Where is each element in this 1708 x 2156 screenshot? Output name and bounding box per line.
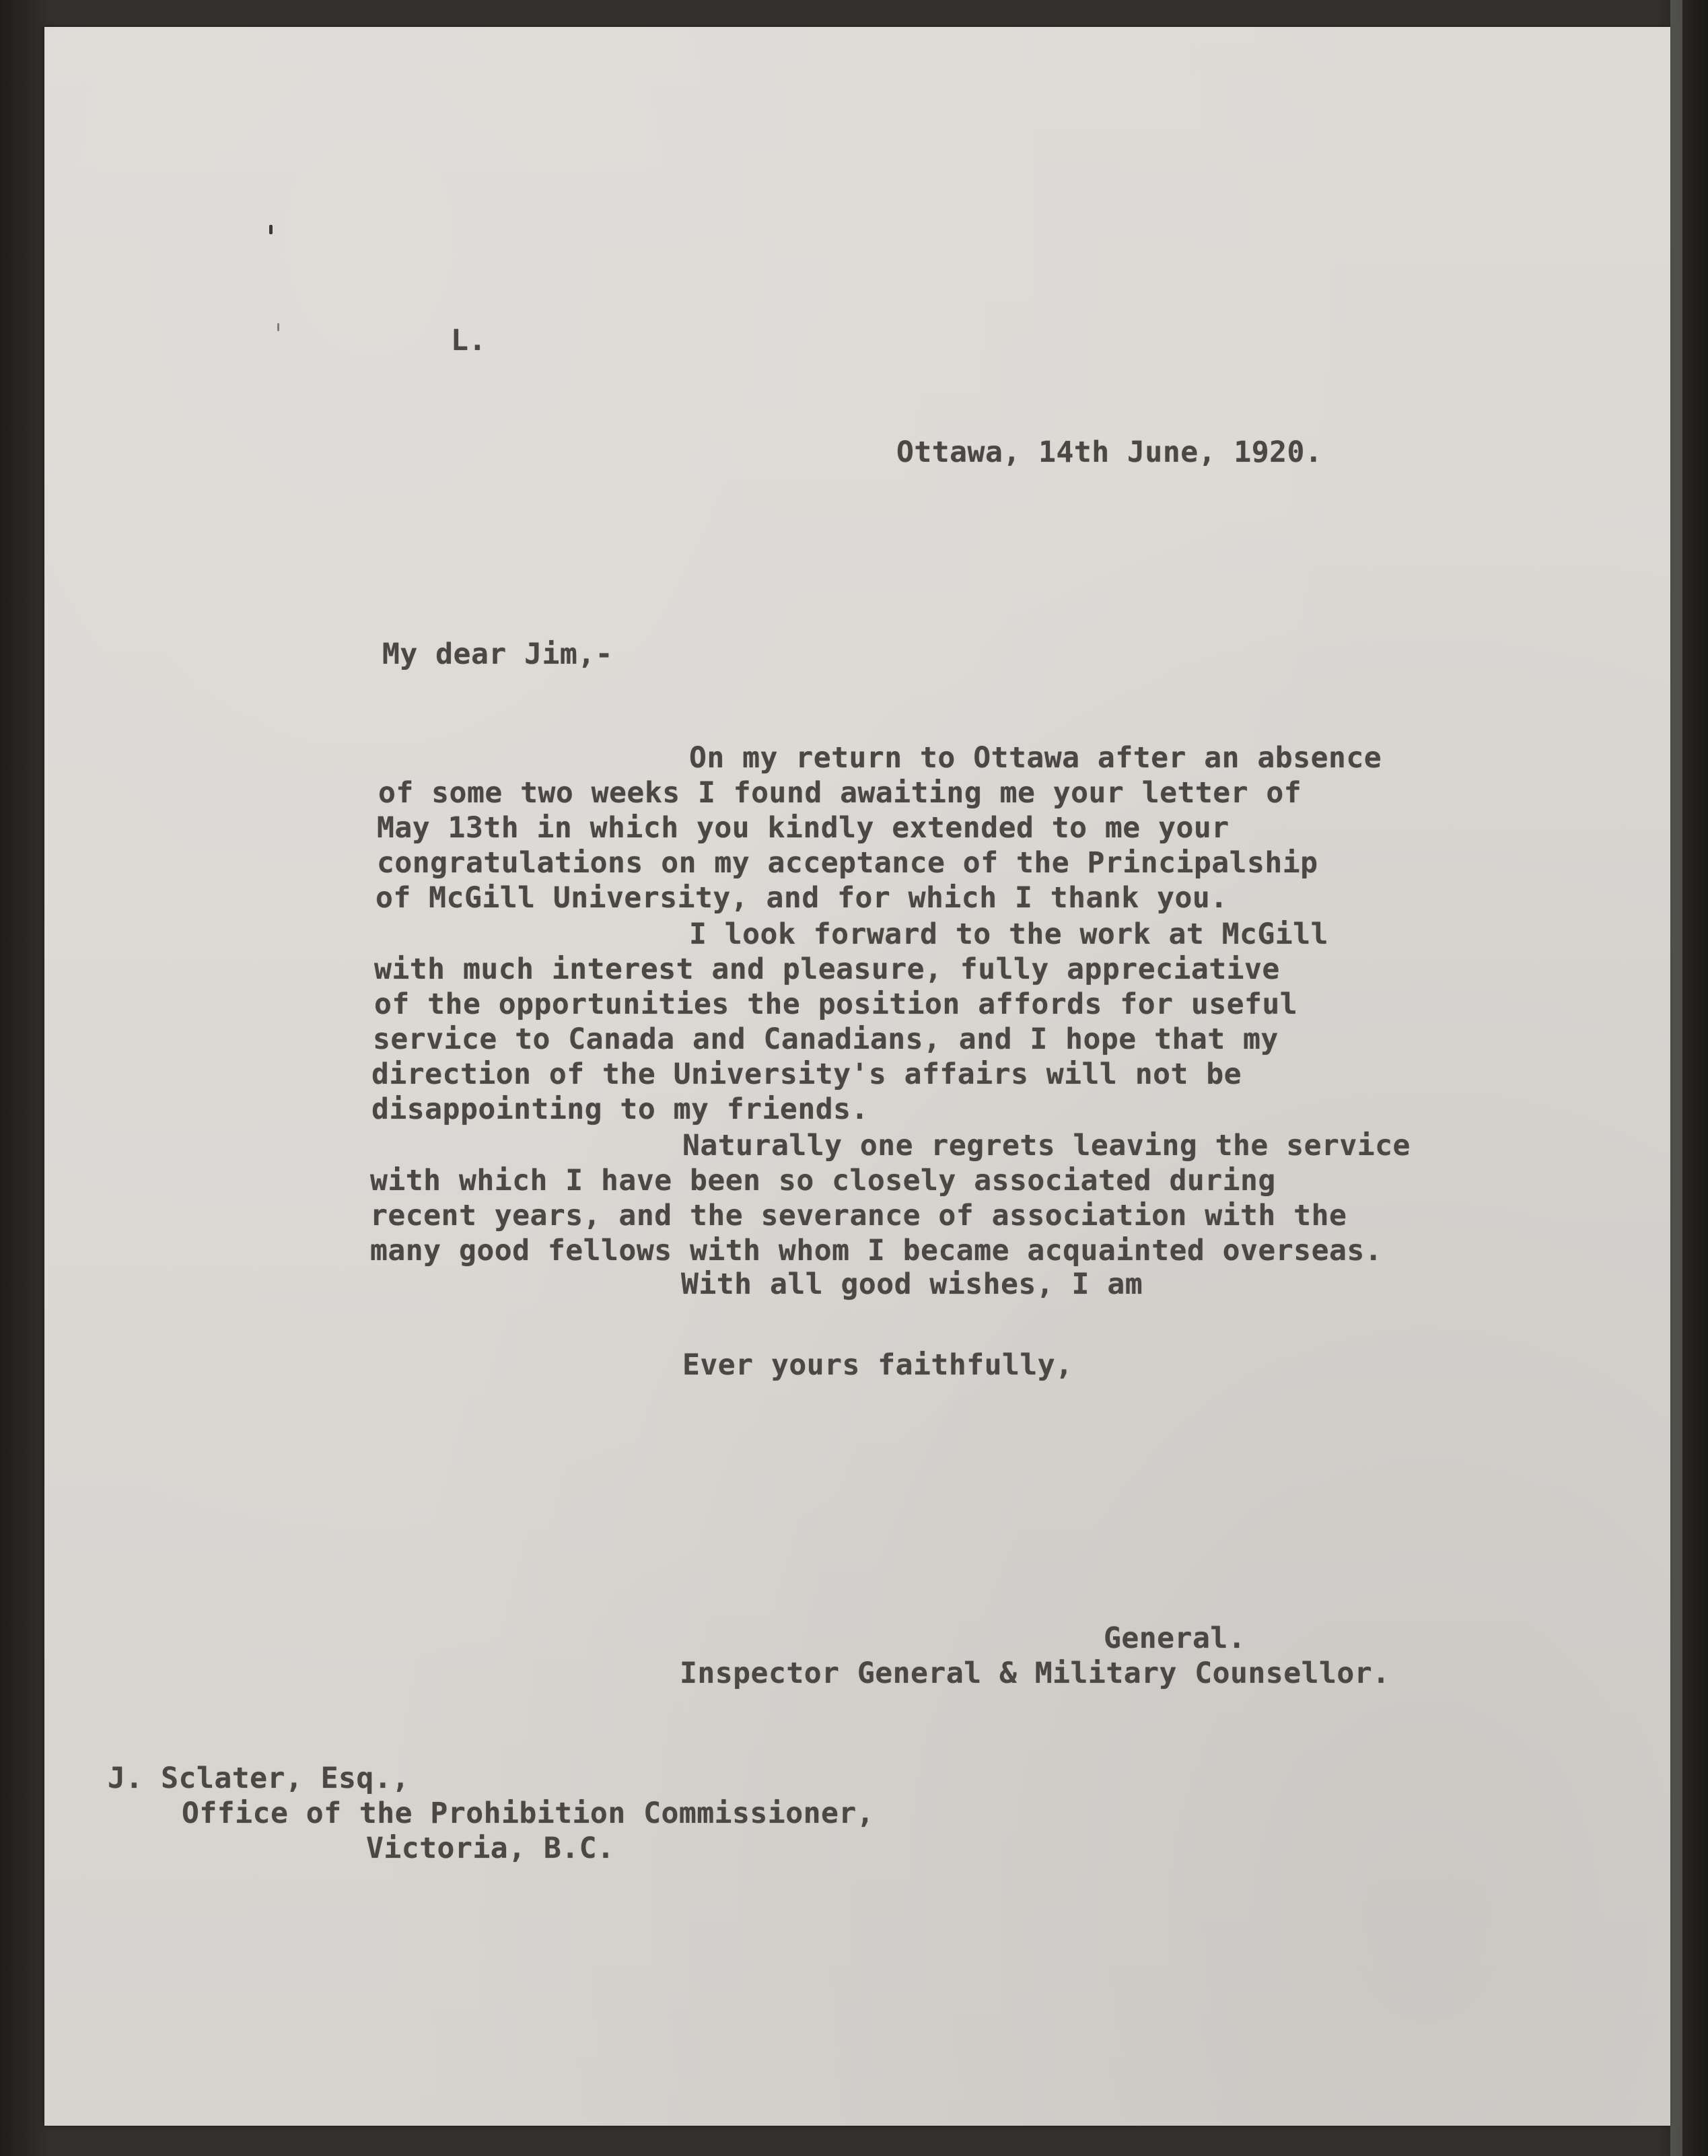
body-line: direction of the University's affairs will not be — [371, 1057, 1242, 1091]
body-line: many good fellows with whom I became acquainted overseas. — [370, 1234, 1383, 1267]
punch-mark-top — [269, 225, 273, 234]
body-line: of the opportunities the position affords for useful — [374, 987, 1298, 1021]
recipient-line: J. Sclater, Esq., — [108, 1762, 410, 1795]
body-line: of some two weeks I found awaiting me your letter of — [378, 776, 1302, 810]
body-line: with much interest and pleasure, fully appreciative — [374, 952, 1280, 986]
letter-page — [44, 27, 1670, 2126]
recipient-line: Office of the Prohibition Commissioner, — [182, 1797, 875, 1830]
body-line: of McGill University, and for which I thank you. — [376, 881, 1228, 915]
body-line: Naturally one regrets leaving the service — [682, 1129, 1411, 1162]
body-line: recent years, and the severance of association with the — [370, 1199, 1347, 1232]
dateline: Ottawa, 14th June, 1920. — [896, 436, 1323, 469]
body-line: congratulations on my acceptance of the Principalship — [377, 846, 1318, 880]
body-line: with which I have been so closely associated during — [370, 1164, 1276, 1197]
salutation: My dear Jim,- — [382, 637, 614, 671]
body-line: May 13th in which you kindly extended to me your — [377, 811, 1230, 845]
body-line: On my return to Ottawa after an absence — [689, 741, 1382, 775]
file-mark: L. — [451, 324, 487, 357]
recipient-line: Victoria, B.C. — [366, 1832, 615, 1865]
signature-rank: General. — [1104, 1622, 1246, 1655]
page-edge — [1670, 0, 1682, 2156]
closing: Ever yours faithfully, — [682, 1348, 1073, 1382]
punch-mark-bottom — [277, 323, 279, 331]
body-line: With all good wishes, I am — [681, 1267, 1143, 1301]
signature-title: Inspector General & Military Counsellor. — [680, 1657, 1390, 1690]
body-line: I look forward to the work at McGill — [689, 917, 1328, 951]
body-line: service to Canada and Canadians, and I hope that my — [373, 1022, 1279, 1056]
body-line: disappointing to my friends. — [371, 1092, 869, 1126]
